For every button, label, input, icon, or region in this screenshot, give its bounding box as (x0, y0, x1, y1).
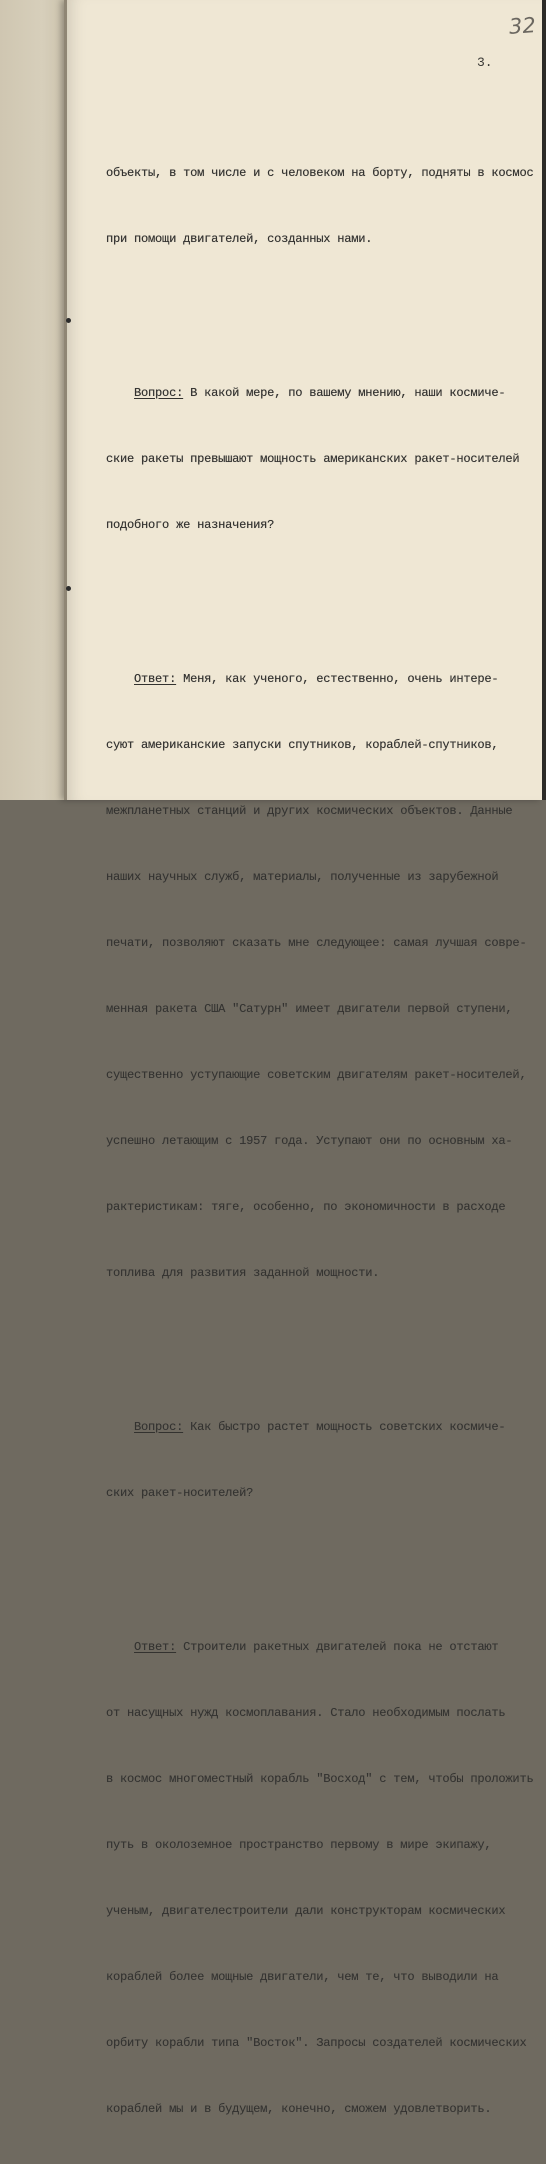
page-number: 3. (477, 55, 493, 70)
text-line: Ответ: Строители ракетных двигателей пока не отстают (134, 1640, 499, 1654)
text-line: рактеристикам: тяге, особенно, по экономичности в расходе (106, 1200, 506, 1214)
text-line: объекты, в том числе и с человеком на борту, подняты в космос (106, 166, 534, 180)
text-line: при помощи двигателей, созданных нами. (106, 232, 373, 246)
punch-hole (66, 586, 71, 591)
text-line: Ответ: Меня, как ученого, естественно, очень интере- (134, 672, 499, 686)
blank-line (106, 294, 533, 316)
text-line: ские ракеты превышают мощность американских ракет-носителей (106, 452, 520, 466)
scan-border (542, 0, 546, 800)
blank-line (106, 580, 533, 602)
punch-hole (66, 318, 71, 323)
sheet-edge (64, 0, 67, 800)
text-line: успешно летающим с 1957 года. Уступают они по основным ха- (106, 1134, 513, 1148)
question-label: Вопрос: (134, 1420, 184, 1434)
text-line: подобного же назначения? (106, 518, 275, 532)
text-line: ученым, двигателестроители дали конструкторам космических (106, 1904, 506, 1918)
answer-label: Ответ: (134, 672, 177, 686)
answer-label: Ответ: (134, 1640, 177, 1654)
body-text (106, 96, 533, 2164)
text-line: наших научных служб, материалы, полученные из зарубежной (106, 870, 499, 884)
text-line: от насущных нужд космоплавания. Стало необходимым послать (106, 1706, 506, 1720)
text-line: менная ракета США "Сатурн" имеет двигатели первой ступени, (106, 1002, 513, 1016)
text-line: топлива для развития заданной мощности. (106, 1266, 380, 1280)
blank-line (106, 1548, 533, 1570)
text-line: в космос многоместный корабль "Восход" с тем, чтобы проложить (106, 1772, 534, 1786)
text-line: Вопрос: В какой мере, по вашему мнению, наши космиче- (134, 386, 506, 400)
text-line: существенно уступающие советским двигателям ракет-носителей, (106, 1068, 527, 1082)
text-line: кораблей более мощные двигатели, чем те, что выводили на (106, 1970, 499, 1984)
text-line: суют американские запуски спутников, кораблей-спутников, (106, 738, 499, 752)
text-line: ских ракет-носителей? (106, 1486, 254, 1500)
text-line: орбиту корабли типа "Восток". Запросы создателей космических (106, 2036, 527, 2050)
text-line: кораблей мы и в будущем, конечно, сможем удовлетворить. (106, 2102, 492, 2116)
text-line: Вопрос: Как быстро растет мощность советских космиче- (134, 1420, 506, 1434)
text-line: межпланетных станций и других космических объектов. Данные (106, 804, 513, 818)
text-line: путь в околоземное пространство первому в мире экипажу, (106, 1838, 492, 1852)
underlying-page-edge (0, 0, 71, 800)
blank-line (106, 1328, 533, 1350)
archive-folio-number: 32 (508, 13, 537, 39)
text-line: печати, позволяют сказать мне следующее: самая лучшая совре- (106, 936, 527, 950)
question-label: Вопрос: (134, 386, 184, 400)
